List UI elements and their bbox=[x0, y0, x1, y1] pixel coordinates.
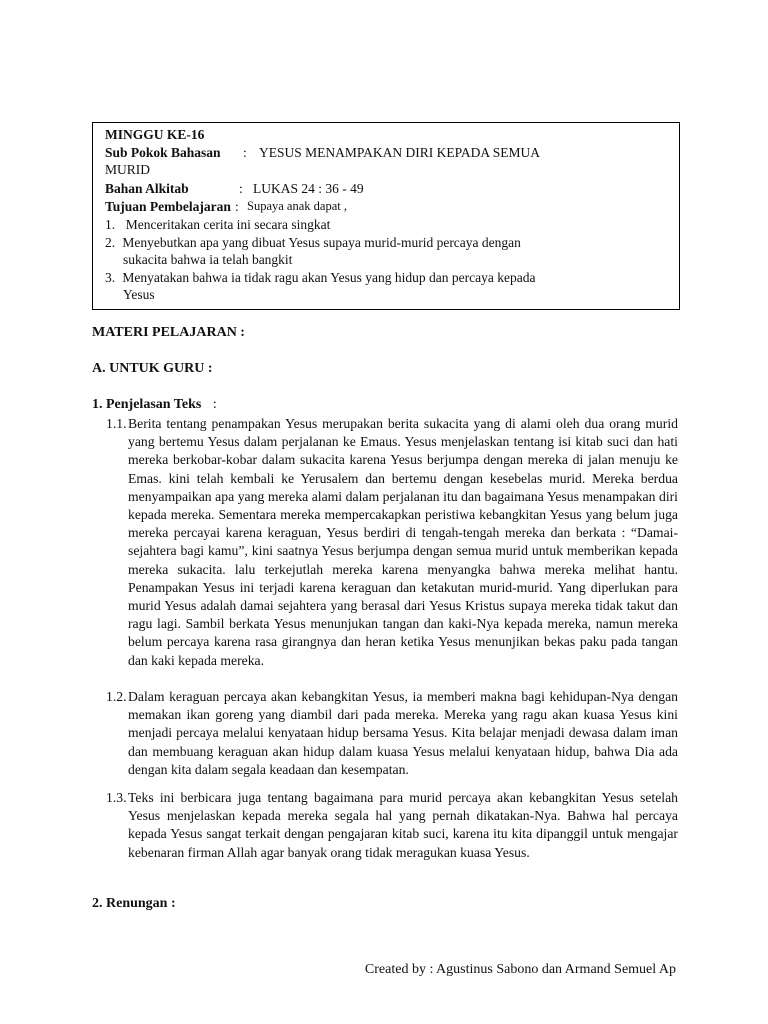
footer-credit: Created by : Agustinus Sabono dan Armand Semuel Ap bbox=[364, 962, 676, 977]
scripture-label: Bahan Alkitab bbox=[105, 181, 189, 196]
objective-number: 1. bbox=[105, 217, 116, 232]
objective-text-continued: sukacita bahwa ia telah bangkit bbox=[123, 252, 293, 267]
lesson-header-box bbox=[92, 122, 680, 310]
scripture-separator: : bbox=[239, 181, 243, 196]
sub-topic-value-continued: MURID bbox=[105, 162, 151, 177]
objective-text: Menyatakan bahwa ia tidak ragu akan Yesus yang hidup dan percaya kepada bbox=[122, 270, 536, 285]
section-1-heading bbox=[92, 397, 217, 413]
paragraph-text: Dalam keraguan percaya akan kebangkitan Yesus, ia memberi makna bagi kehidupan-Nya dengan memakan ikan goreng yang diambil dari pada mereka. Mereka yang ragu akan kuasa Yesus kini menjadi percaya melalui kenyataan hidup bersama Yesus. Kita belajar menjadi dewasa dalam iman dan membuang keraguan akan hidup dalam kuasa Yesus melalui kenyataan hidup, bahwa Dia ada dengan kita dalam segala keadaan dan kesempatan. bbox=[128, 689, 678, 777]
paragraph-text: Teks ini berbicara juga tentang bagaimana para murid percaya akan kebangkitan Yesus setelah Yesus menjelaskan kepada mereka segala hal yang pernah dikatakan-Nya. Bahwa hal percaya kepada Yesus sangat terkait dengan pengajaran kitab suci, karena itu kita dipanggil untuk mengajar kebenaran firman Allah agar banyak orang tidak meragukan kuasa Yesus. bbox=[128, 790, 678, 860]
section-2-heading: 2. Renungan : bbox=[92, 896, 176, 911]
objective-item bbox=[105, 216, 330, 233]
objective-intro: Supaya anak dapat , bbox=[247, 199, 347, 213]
material-heading: MATERI PELAJARAN : bbox=[92, 325, 245, 340]
scripture-value: LUKAS 24 : 36 - 49 bbox=[253, 181, 364, 196]
sub-topic-separator: : bbox=[243, 145, 247, 160]
objective-label: Tujuan Pembelajaran bbox=[105, 199, 231, 214]
paragraph-number: 1.1. bbox=[106, 416, 127, 431]
sub-topic-value: YESUS MENAMPAKAN DIRI KEPADA SEMUA bbox=[259, 145, 541, 160]
objective-text: Menceritakan cerita ini secara singkat bbox=[125, 217, 331, 232]
objective-number: 2. bbox=[105, 235, 116, 250]
week-label: MINGGU KE-16 bbox=[105, 127, 205, 142]
sub-topic-label: Sub Pokok Bahasan bbox=[105, 145, 221, 160]
section-a-heading: A. UNTUK GURU : bbox=[92, 361, 213, 376]
objective-number: 3. bbox=[105, 270, 116, 285]
section-1-colon: : bbox=[212, 397, 217, 412]
objective-text: Menyebutkan apa yang dibuat Yesus supaya murid-murid percaya dengan bbox=[122, 235, 521, 250]
objective-item bbox=[105, 269, 535, 286]
section-1-title: 1. Penjelasan Teks bbox=[92, 397, 202, 412]
paragraph-number: 1.3. bbox=[106, 790, 127, 805]
objective-item bbox=[105, 234, 521, 251]
objective-separator: : bbox=[235, 199, 239, 214]
paragraph-text: Berita tentang penampakan Yesus merupakan berita sukacita yang di alami oleh dua orang murid yang bertemu Yesus dalam perjalanan ke Emaus. Yesus menjelaskan tentang isi kitab suci dan hati mereka berkobar-kobar dalam sukacita karena Yesus berjumpa dengan mereka di jalan menuju ke Emas. kini telah kembali ke Yerusalem dan bertemu dengan kesebelas murid. Mereka berdua menyampaikan apa yang mereka alami dalam perjalanan itu dan bagaimana Yesus menampakan diri kepada mereka. Sementara mereka mempercakapkan peristiwa kebangkitan Yesus yang belum juga mereka percayai karena keraguan, Yesus berdiri di tengah-tengah mereka dan berkata : “Damai-sejahtera bagi kamu”, kini saatnya Yesus berjumpa dengan semua murid untuk memberikan kepada mereka sukacita. lalu terkejutlah mereka karena menyangka bahwa mereka melihat hantu. Penampakan Yesus ini terjadi karena keraguan dan ketakutan murid-murid. Yang diperlukan para murid Yesus adalah damai sejahtera yang berasal dari Yesus Kristus supaya mereka tidak takut dan ragu lagi. Sambil berkata Yesus menunjukan tangan dan kaki-Nya kepada mereka, namun mereka belum percaya karena rasa girangnya dan heran ketika Yesus menunjikan bekas paku pada tangan dan kaki kepada mereka. bbox=[128, 416, 678, 668]
paragraph-number: 1.2. bbox=[106, 689, 127, 704]
objective-text-continued: Yesus bbox=[123, 287, 155, 302]
